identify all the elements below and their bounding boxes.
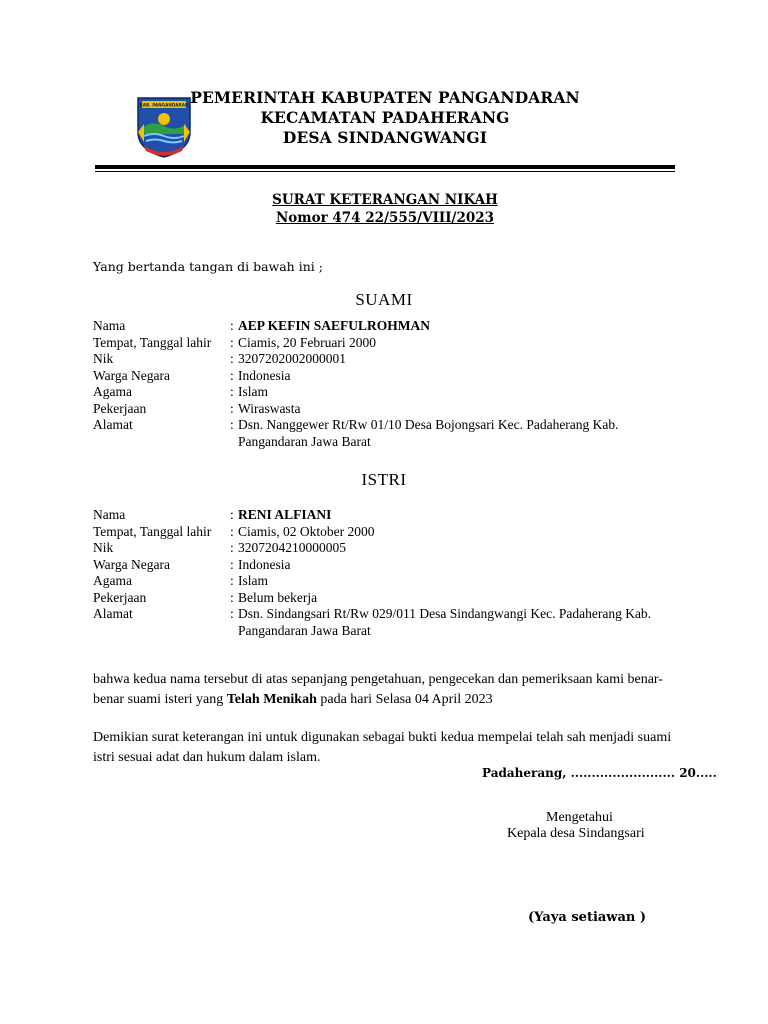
field-separator: : (230, 351, 234, 366)
field-label: Nama (93, 318, 126, 333)
field-row (93, 557, 693, 574)
place-date: Padaherang, ......................... 20..... (482, 766, 717, 780)
statement-text-1: bahwa kedua nama tersebut di atas sepanjang pengetahuan, pengecekan dan pemeriksaan kami benar-benar suami isteri yang (93, 672, 663, 707)
field-value: RENI ALFIANI (238, 507, 332, 522)
field-separator: : (230, 384, 234, 399)
field-value: Wiraswasta (238, 400, 301, 416)
marriage-statement (93, 670, 673, 710)
field-label: Tempat, Tanggal lahir (93, 523, 212, 539)
document-number: Nomor 474 22/555/VIII/2023 (275, 210, 495, 226)
field-separator: : (230, 556, 234, 572)
closing-paragraph: Demikian surat keterangan ini untuk digunakan sebagai bukti kedua mempelai telah sah menjadi suami istri sesuai adat dan hukum dalam islam. (93, 730, 672, 765)
field-label: Nik (93, 540, 114, 555)
field-separator: : (230, 334, 234, 350)
field-row (93, 384, 693, 401)
field-value: Indonesia (238, 367, 291, 383)
field-label: Alamat (93, 417, 133, 432)
field-row (93, 573, 693, 590)
field-row (93, 524, 693, 541)
field-label: Pekerjaan (93, 589, 147, 605)
header-divider-thin (95, 171, 675, 172)
wife-details (93, 507, 693, 639)
field-value: Dsn. Sindangsari Rt/Rw 029/011 Desa Sindangwangi Kec. Padaherang Kab. Pangandaran Jawa Barat (238, 606, 652, 638)
field-label: Alamat (93, 606, 133, 621)
field-row (93, 540, 693, 557)
field-label: Tempat, Tanggal lahir (93, 334, 212, 350)
field-row (93, 401, 693, 418)
header-divider-thick (95, 165, 675, 169)
husband-details (93, 318, 693, 450)
field-separator: : (230, 417, 234, 432)
field-row (93, 368, 693, 385)
field-row (93, 335, 693, 352)
field-separator: : (230, 523, 234, 539)
field-label: Nama (93, 507, 126, 522)
statement-text-2: pada hari Selasa 04 April 2023 (316, 692, 493, 707)
intro-text: Yang bertanda tangan di bawah ini ; (93, 259, 323, 274)
field-separator: : (230, 589, 234, 605)
field-value: 3207204210000005 (238, 540, 346, 555)
field-separator: : (230, 367, 234, 383)
field-separator: : (230, 573, 234, 588)
field-label: Warga Negara (93, 367, 170, 383)
field-row (93, 606, 693, 639)
village-name: DESA SINDANGWANGI (282, 128, 488, 147)
field-value: Dsn. Nanggewer Rt/Rw 01/10 Desa Bojongsari Kec. Padaherang Kab. Pangandaran Jawa Barat (238, 417, 619, 449)
wife-heading: ISTRI (361, 470, 407, 489)
field-row (93, 318, 693, 335)
field-value: Ciamis, 02 Oktober 2000 (238, 523, 375, 539)
field-value: Islam (238, 384, 268, 399)
field-label: Nik (93, 351, 114, 366)
husband-heading: SUAMI (355, 290, 413, 309)
district-name: KECAMATAN PADAHERANG (260, 108, 510, 127)
field-value: 3207202002000001 (238, 351, 346, 366)
field-row (93, 590, 693, 607)
government-name: PEMERINTAH KABUPATEN PANGANDARAN (190, 88, 580, 107)
field-label: Agama (93, 573, 132, 588)
statement-emphasis: Telah Menikah (226, 692, 317, 707)
signer-title: Kepala desa Sindangsari (507, 826, 645, 841)
field-label: Agama (93, 384, 132, 399)
field-row (93, 417, 693, 450)
field-value: AEP KEFIN SAEFULROHMAN (238, 318, 431, 333)
field-separator: : (230, 540, 234, 555)
document-title: SURAT KETERANGAN NIKAH (272, 192, 498, 208)
field-value: Ciamis, 20 Februari 2000 (238, 334, 376, 350)
field-separator: : (230, 507, 234, 522)
field-value: Indonesia (238, 556, 291, 572)
field-row (93, 507, 693, 524)
field-label: Warga Negara (93, 556, 170, 572)
signer-name: (Yaya setiawan ) (528, 910, 647, 925)
emblem-text: KAB. PANGANDARAN (139, 102, 189, 108)
acknowledged-label: Mengetahui (546, 810, 613, 825)
field-row (93, 351, 693, 368)
field-separator: : (230, 318, 234, 333)
field-label: Pekerjaan (93, 400, 147, 416)
field-value: Islam (238, 573, 268, 588)
field-separator: : (230, 606, 234, 621)
field-value: Belum bekerja (238, 589, 318, 605)
field-separator: : (230, 400, 234, 416)
